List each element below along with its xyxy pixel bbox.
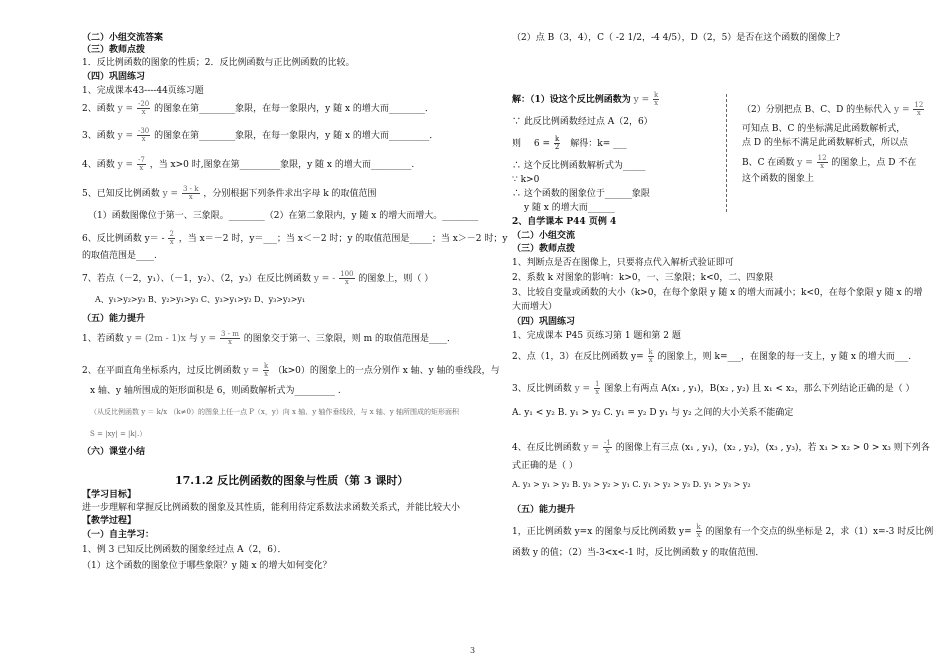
practice2-4-options: A. y₃ > y₁ > y₂ B. y₃ > y₂ > y₁ C. y₁ > y₂ > y₃ D. y₁ > y₃ > y₂ — [512, 480, 751, 489]
denominator: x — [227, 338, 232, 346]
denominator: x — [139, 164, 144, 172]
q-text: ，分别根据下列条件求出字母 k 的取值范围 — [203, 189, 377, 199]
denominator: x — [696, 531, 701, 539]
denominator: x — [916, 109, 921, 117]
formula-y: y = — [117, 131, 134, 141]
example-3: 1、例 3 已知反比例函数的图象经过点 A（2，6）． — [82, 545, 287, 555]
fraction — [263, 363, 269, 378]
formula-y: y = — [797, 158, 813, 168]
ability-2 — [82, 363, 500, 378]
fraction — [817, 155, 828, 170]
formula-y: y = - — [313, 274, 336, 284]
practice-5 — [82, 186, 377, 201]
denominator: x — [654, 99, 659, 107]
q-text: 3、反比例函数 — [512, 384, 572, 394]
fraction — [137, 101, 150, 116]
practice2-2 — [512, 349, 911, 364]
tip-1: 1、判断点是否在图像上，只要将点代入解析式验证即可 — [512, 258, 734, 268]
fraction — [339, 271, 354, 286]
example-3-q2: （2）点 B（3，4），C（ -2 1/2，-4 4/5），D（2，5）是否在这个函数的图像上? — [512, 33, 841, 43]
section-group-answers: （二）小组交流答案 — [82, 33, 164, 43]
formula-y: y = — [200, 334, 217, 344]
q-text: 的图象上，则（ ） — [358, 274, 434, 284]
dashed-divider — [726, 94, 727, 212]
q-text: 图象上有两点 A(x₁ , y₁)，B(x₂ , y₂) 且 x₁ < x₂，那么下列结论正确的是（ ） — [604, 384, 915, 394]
formula-y: y = — [243, 366, 260, 376]
numerator: 12 — [914, 101, 924, 109]
formula-y: y = — [583, 443, 600, 453]
solution-part2-3: 点 D 的坐标不满足此函数解析式，所以点 — [742, 138, 908, 148]
q-text: 的图象交于第一、三象限，则 m 的取值范围是____． — [243, 334, 457, 344]
tips-text: 1．反比例函数的图象的性质；2．反比例函数与正比例函数的比较。 — [82, 58, 355, 68]
formula-y: y = — [574, 384, 591, 394]
q-text: 6、反比例函数 y＝ - — [82, 234, 165, 244]
q-text: 3、函数 — [82, 131, 115, 141]
denominator: x — [141, 108, 146, 116]
denominator: x — [605, 447, 610, 455]
solution-2: ∵ 此反比例函数经过点 A（2，6） — [512, 117, 653, 127]
ability-2-cont: x 轴、y 轴所围成的矩形面积是 6，则函数解析式为_________ . — [90, 386, 341, 396]
q-text: B、C 在函数 — [742, 158, 795, 168]
practice-3 — [82, 128, 438, 143]
denominator: x — [141, 135, 146, 143]
section-ability: （五）能力提升 — [82, 314, 146, 324]
solution-3 — [512, 136, 627, 151]
fraction — [554, 136, 560, 151]
solution-4: ∴ 这个反比例函数解析式为_____ — [512, 161, 646, 171]
numerator: -20 — [137, 100, 150, 108]
tip-3-cont: 大而增大） — [512, 302, 558, 312]
q-text: 2、函数 — [82, 104, 115, 114]
solution-part2-2: 可知点 B、C 的坐标满足此函数解析式， — [742, 124, 906, 134]
denominator: x — [188, 193, 193, 201]
solution-1 — [512, 92, 660, 107]
fraction — [603, 440, 612, 455]
q-text: 则 — [512, 139, 522, 149]
q-text: 4、在反比例函数 — [512, 443, 581, 453]
denominator: x — [344, 278, 349, 286]
q-text: （2）分别把点 B、C、D 的坐标代入 — [742, 105, 892, 115]
q-text: 与 — [188, 334, 198, 344]
fraction — [648, 349, 654, 364]
section-practice-2: （四）巩固练习 — [512, 317, 576, 327]
q-text: （k>0）的图象上的一点分别作 x 轴、y 轴的垂线段，与 — [273, 366, 500, 376]
practice-2 — [82, 101, 434, 116]
ability-2-note-2: S = |xy| = |k|.） — [90, 430, 147, 438]
fraction — [137, 128, 150, 143]
formula: 6 = — [533, 139, 551, 149]
practice-5-conditions: （1）函数图像位于第一、三象限。________（2）在第二象限内，y 随 x 的增大而增大。________ — [88, 211, 479, 221]
practice2-3-options: A. y₁ < y₂ B. y₁ > y₂ C. y₁ = y₂ D y₁ 与 y₂ 之间的大小关系不能确定 — [512, 408, 794, 418]
section-ability-2: （五）能力提升 — [512, 505, 576, 515]
denominator: x — [264, 370, 269, 378]
section-teacher-tips-2: （三）教师点拨 — [512, 244, 576, 254]
q-text: 的图象在第________象限，在每一象限内，y 随 x 的增大而________． — [154, 104, 434, 114]
ability-2-note: （从反比例函数 y ＝ k/x （k≠0）的图象上任一点 P（x，y）向 x 轴、y 轴作垂线段，与 x 轴、y 轴所围成的矩形面积 — [90, 408, 459, 416]
numerator: -30 — [137, 127, 150, 135]
formula-y: y = — [894, 105, 910, 115]
tip-3: 3、比较自变量或函数的大小（k>0，在每个象限 y 随 x 的增大而减小；k<0，在每个象限 y 随 x 的增 — [512, 288, 923, 298]
practice2-1: 1、完成课本 P45 页练习第 1 题和第 2 题 — [512, 331, 681, 341]
self-study-p44: 2、自学课本 P44 页例 4 — [512, 217, 617, 227]
practice-6 — [82, 231, 507, 246]
q-text: 的图象有一个交点的纵坐标是 2，求（1）x=-3 时反比例 — [705, 527, 934, 537]
denominator: x — [169, 238, 174, 246]
solution-6: ∴ 这个函数的图象位于______象限 — [512, 189, 650, 199]
ability2-1 — [512, 524, 933, 539]
q-text: 的图象上，则 k=___，在图象的每一支上，y 随 x 的增大而___. — [657, 352, 912, 362]
solution-7: y 随 x 的增大而______ — [524, 203, 615, 213]
numerator: 1 — [594, 380, 600, 388]
solution-part2-1 — [742, 102, 925, 117]
practice-1: 1、完成课本43----44页练习题 — [82, 86, 204, 96]
practice2-3 — [512, 381, 914, 396]
ability2-1-cont: 函数 y 的值；（2）当-3<x<-1 时，反比例函数 y 的取值范围． — [512, 548, 765, 558]
practice2-4-cont: 式正确的是（ ） — [512, 461, 578, 471]
q-text: 5、已知反比例函数 — [82, 189, 160, 199]
learning-goals-text: 进一步理解和掌握反比例函数的图象及其性质，能利用待定系数法求函数关系式，并能比较大小 — [82, 503, 461, 513]
solution-part2-4 — [742, 155, 916, 170]
fraction — [594, 381, 600, 396]
numerator: 2 — [169, 230, 174, 238]
fraction — [137, 157, 146, 172]
fraction — [182, 186, 200, 201]
practice-7 — [82, 271, 433, 286]
denominator: x — [648, 356, 653, 364]
q-text: 的图象在第________象限，在每一象限内，y 随 x 的增大而_________． — [154, 131, 439, 141]
fraction — [653, 92, 659, 107]
denominator: x — [595, 388, 600, 396]
numerator: -1 — [603, 439, 611, 447]
numerator: k — [555, 135, 560, 143]
numerator: k — [654, 91, 659, 99]
section-group-exchange: （二）小组交流 — [512, 231, 576, 241]
section-summary: （六）课堂小结 — [82, 447, 146, 457]
practice-7-options: A、y₁>y₂>y₃ B、y₂>y₁>y₃ C、y₃>y₁>y₂ D、y₃>y₂>y₁ — [95, 295, 306, 304]
fraction — [913, 102, 924, 117]
fraction — [220, 331, 240, 346]
q-text: 的图像上有三点 (x₁ , y₁)，(x₂ , y₂)，(x₃ , y₃)，若 x₁ > x₂ > 0 > x₃ 则下列各 — [615, 443, 930, 453]
q-text: ，当 x＝－2 时，y＝___；当 x＜－2 时；y 的取值范围是_____；当 x＞－2 时；y — [178, 234, 508, 244]
q-text: ，当 x>0 时,图象在第_________象限，y 随 x 的增大而_________. — [149, 160, 415, 170]
formula-y: y = — [117, 160, 134, 170]
tip-2: 2、系数 k 对图象的影响：k>0，一、三象限；k<0，二、四象限 — [512, 273, 774, 283]
practice-6-cont: 的取值范围是____. — [82, 251, 157, 261]
numerator: 3 - k — [182, 185, 199, 193]
practice-4 — [82, 157, 414, 172]
lesson-title: 17.1.2 反比例函数的图象与性质（第 3 课时） — [175, 474, 409, 487]
teaching-process-heading: 【教学过程】 — [82, 516, 137, 526]
denominator: x — [820, 162, 825, 170]
self-study-heading: （一）自主学习： — [82, 530, 155, 540]
q-text: 2、在平面直角坐标系内，过反比例函数 — [82, 366, 241, 376]
solution-5: ∵ k>0 — [512, 175, 540, 185]
numerator: -7 — [137, 156, 145, 164]
formula: y = (2m - 1)x — [126, 334, 186, 344]
formula-y: y = — [162, 189, 179, 199]
denominator: 2 — [554, 143, 560, 151]
learning-goals-heading: 【学习目标】 — [82, 490, 137, 500]
q-text: 解得：k= ___ — [570, 139, 627, 149]
q-text: 4、函数 — [82, 160, 115, 170]
numerator: 12 — [817, 154, 827, 162]
numerator: 3 - m — [220, 330, 239, 338]
practice2-4 — [512, 440, 930, 455]
section-teacher-tips: （三）教师点拨 — [82, 45, 146, 55]
q-text: 2、点（1，3）在反比例函数 y= — [512, 352, 644, 362]
formula-y: y = — [633, 95, 650, 105]
q-text: 7、若点（－2，y₁）、（－1，y₂）、（2，y₃）在反比例函数 — [82, 274, 311, 284]
q-text: 的图象上，点 D 不在 — [831, 158, 917, 168]
section-practice: （四）巩固练习 — [82, 72, 146, 82]
numerator: k — [648, 348, 653, 356]
example-3-q1: （1）这个函数的图象位于哪些象限？y 随 x 的增大如何变化？ — [82, 561, 332, 571]
numerator: 100 — [340, 270, 354, 278]
solution-part2-5: 这个函数的图象上 — [742, 174, 815, 184]
formula-y: y = — [117, 104, 134, 114]
ability-1 — [82, 331, 456, 346]
numerator: k — [696, 523, 701, 531]
numerator: k — [263, 362, 269, 370]
q-text: 1、若函数 — [82, 334, 124, 344]
fraction — [696, 524, 702, 539]
q-text: 解：（1）设这个反比例函数为 — [512, 95, 631, 105]
q-text: 1，正比例函数 y=x 的图象与反比例函数 y= — [512, 527, 692, 537]
fraction — [168, 231, 174, 246]
page-number: 3 — [470, 646, 476, 655]
